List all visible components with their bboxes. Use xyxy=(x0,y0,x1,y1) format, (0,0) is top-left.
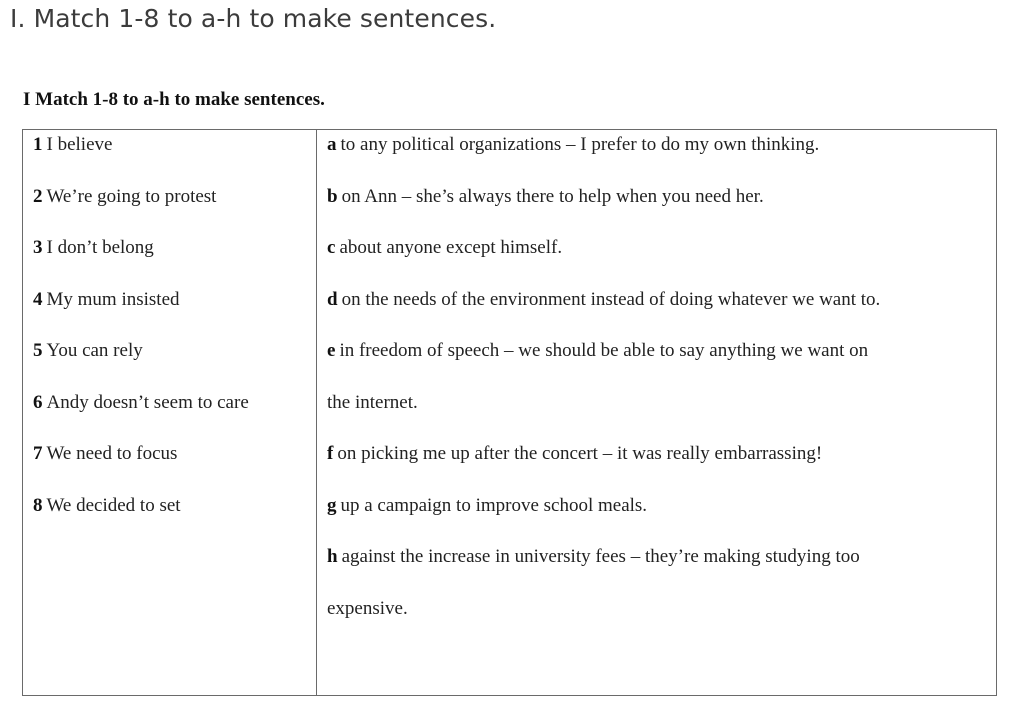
item-letter: d xyxy=(327,288,338,310)
ending-item xyxy=(317,492,996,544)
item-text: about anyone except himself. xyxy=(339,237,563,258)
item-letter: b xyxy=(327,185,338,207)
ending-item xyxy=(317,337,996,389)
item-text: You can rely xyxy=(46,340,143,361)
beginning-item xyxy=(23,131,316,183)
ending-item xyxy=(317,131,996,183)
beginning-item xyxy=(23,234,316,286)
beginning-item xyxy=(23,286,316,338)
item-number: 3 xyxy=(33,237,43,258)
item-text: expensive. xyxy=(327,597,408,619)
beginning-item xyxy=(23,183,316,235)
item-text: up a campaign to improve school meals. xyxy=(340,494,648,516)
item-text: I believe xyxy=(46,134,113,155)
item-number: 2 xyxy=(33,185,43,207)
page-title: I. Match 1-8 to a-h to make sentences. xyxy=(10,4,497,33)
item-text: on the needs of the environment instead of doing whatever we want to. xyxy=(341,288,881,310)
item-text: the internet. xyxy=(327,391,418,413)
item-number: 5 xyxy=(33,340,43,361)
ending-item xyxy=(317,440,996,492)
item-text: on Ann – she’s always there to help when you need her. xyxy=(341,185,764,207)
match-table xyxy=(22,129,997,696)
item-text: to any political organizations – I prefer to do my own thinking. xyxy=(340,134,820,155)
item-text: on picking me up after the concert – it was really embarrassing! xyxy=(337,443,823,464)
item-letter: c xyxy=(327,237,336,258)
ending-item xyxy=(317,234,996,286)
item-number: 6 xyxy=(33,391,43,413)
sentence-endings-column xyxy=(317,130,996,695)
sentence-beginnings-column xyxy=(23,130,317,695)
ending-item xyxy=(317,183,996,235)
item-text: against the increase in university fees – they’re making studying too xyxy=(341,546,860,567)
item-number: 4 xyxy=(33,288,43,310)
beginning-item xyxy=(23,337,316,389)
item-text: Andy doesn’t seem to care xyxy=(46,391,249,413)
item-letter: f xyxy=(327,443,334,464)
item-letter: a xyxy=(327,134,337,155)
item-text: We decided to set xyxy=(46,494,181,516)
item-letter: e xyxy=(327,340,336,361)
item-number: 1 xyxy=(33,134,43,155)
ending-item-continuation xyxy=(317,389,996,441)
exercise-title: I Match 1-8 to a-h to make sentences. xyxy=(23,89,325,110)
item-text: in freedom of speech – we should be able to say anything we want on xyxy=(339,340,869,361)
item-text: I don’t belong xyxy=(46,237,154,258)
item-text: We need to focus xyxy=(46,443,178,464)
item-letter: h xyxy=(327,546,338,567)
beginning-item xyxy=(23,440,316,492)
beginning-item xyxy=(23,389,316,441)
ending-item xyxy=(317,543,996,595)
ending-item xyxy=(317,286,996,338)
item-number: 7 xyxy=(33,443,43,464)
item-letter: g xyxy=(327,494,337,516)
item-text: My mum insisted xyxy=(46,288,180,310)
beginning-item xyxy=(23,492,316,544)
item-text: We’re going to protest xyxy=(46,185,217,207)
item-number: 8 xyxy=(33,494,43,516)
ending-item-continuation xyxy=(317,595,996,647)
